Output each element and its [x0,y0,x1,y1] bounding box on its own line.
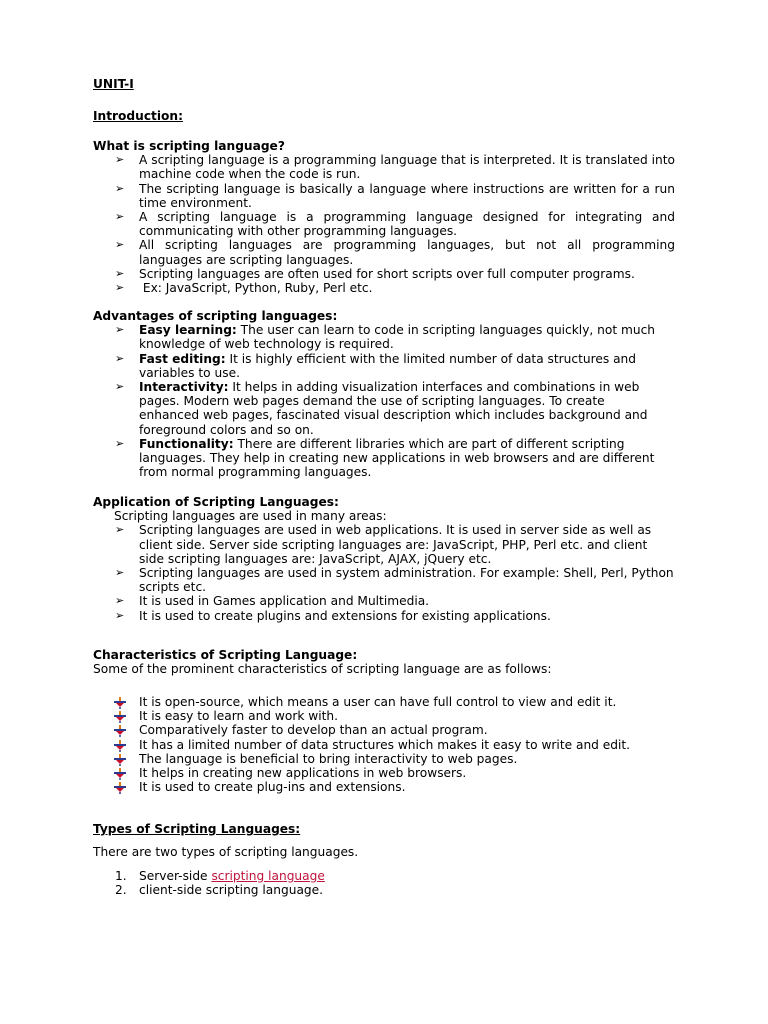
pushpin-icon [113,753,127,766]
list-item: ➢ Scripting languages are used in web applications. It is used in server side as well as client side. Server side scripting languages are: JavaScript, PHP, Perl etc. and client side scripting languages are: JavaScript, AJAX, jQuery etc. [115,523,652,566]
list-item: It is used to create plug-ins and extensions. [93,780,675,794]
list-item: ➢ Scripting languages are often used for short scripts over full computer programs. [115,266,635,281]
list-item: ➢ It is used to create plugins and extensions for existing applications. [115,608,551,623]
scripting-language-link[interactable]: scripting language [211,869,325,883]
pushpin-icon [113,781,127,794]
section-application [93,495,675,623]
list-item: ➢ Interactivity: It helps in adding visualization interfaces and combinations in web pages. Modern web pages demand the use of scripting languages. To create enhanced web pages, fascinated visual description which includes background and foreground colors and so on. [115,380,648,437]
term-label: Easy learning: [139,323,237,338]
arrow-bullet-icon: ➢ [115,181,125,195]
list-item: 1. Server-side scripting language [115,869,325,883]
list-item: ➢ A scripting language is a programming language that is interpreted. It is translated into machine code when the code is run. [115,153,675,182]
intro-title: Introduction: [93,109,183,123]
section-intro: Scripting languages are used in many areas: [114,509,387,524]
list-item: ➢ Ex: JavaScript, Python, Ruby, Perl etc. [115,281,373,296]
section-what-is [93,139,675,295]
list-item: 2. client-side scripting language. [115,883,324,898]
arrow-bullet-icon: ➢ [115,210,125,224]
list-item: ➢ All scripting languages are programming languages, but not all programming languages are scripting languages. [115,238,675,267]
section-heading: Characteristics of Scripting Language: [93,648,358,662]
pushpin-icon [113,739,127,752]
pushpin-icon [113,767,127,780]
list-item: It has a limited number of data structures which makes it easy to write and edit. [93,738,675,752]
section-heading: What is scripting language? [93,139,285,153]
list-item: It is easy to learn and work with. [93,709,675,723]
list-item: The language is beneficial to bring interactivity to web pages. [93,752,675,766]
list-item: ➢ Fast editing: It is highly efficient with the limited number of data structures and variables to use. [115,351,636,380]
section-heading: Application of Scripting Languages: [93,495,339,509]
term-label: Interactivity: [139,380,229,395]
list-item: ➢ A scripting language is a programming language designed for integrating and communicating with other programming languages. [115,210,675,239]
list-item: ➢ The scripting language is basically a language where instructions are written for a run time environment. [115,181,675,210]
arrow-bullet-icon: ➢ [115,594,125,608]
term-label: Functionality: [139,436,234,451]
characteristics-list [93,695,675,794]
term-label: Fast editing: [139,351,226,366]
arrow-bullet-icon: ➢ [115,608,125,622]
list-item: ➢ It is used in Games application and Multimedia. [115,594,430,609]
arrow-bullet-icon: ➢ [115,351,125,365]
types-intro: There are two types of scripting languages. [93,845,359,859]
types-heading: Types of Scripting Languages: [93,822,301,836]
list-item: Comparatively faster to develop than an actual program. [93,723,675,737]
arrow-bullet-icon: ➢ [115,566,125,580]
types-list [93,869,675,897]
arrow-bullet-icon: ➢ [115,323,125,337]
list-number: 1. [115,869,127,883]
list-number: 2. [115,883,127,898]
list-item: ➢ Functionality: There are different libraries which are part of different scripting languages. They help in creating new applications in web browsers and are different from normal programming languages. [115,436,655,480]
arrow-bullet-icon: ➢ [115,238,125,252]
pushpin-icon [113,696,127,709]
pushpin-icon [113,724,127,737]
arrow-bullet-icon: ➢ [115,436,125,450]
arrow-bullet-icon: ➢ [115,266,125,280]
section-characteristics [93,648,675,676]
list-item: ➢ Scripting languages are used in system administration. For example: Shell, Perl, Python scripts etc. [115,566,674,595]
section-heading: Advantages of scripting languages: [93,309,338,323]
arrow-bullet-icon: ➢ [115,523,125,537]
arrow-bullet-icon: ➢ [115,153,125,167]
list-item: It helps in creating new applications in web browsers. [93,766,675,780]
section-intro: Some of the prominent characteristics of scripting language are as follows: [93,662,552,677]
arrow-bullet-icon: ➢ [115,281,125,295]
arrow-bullet-icon: ➢ [115,380,125,394]
list-item: It is open-source, which means a user can have full control to view and edit it. [93,695,675,709]
pushpin-icon [113,710,127,723]
unit-title: UNIT-I [93,77,134,91]
section-advantages [93,309,655,479]
list-item: ➢ Easy learning: The user can learn to code in scripting languages quickly, not much knowledge of web technology is required. [115,323,656,352]
